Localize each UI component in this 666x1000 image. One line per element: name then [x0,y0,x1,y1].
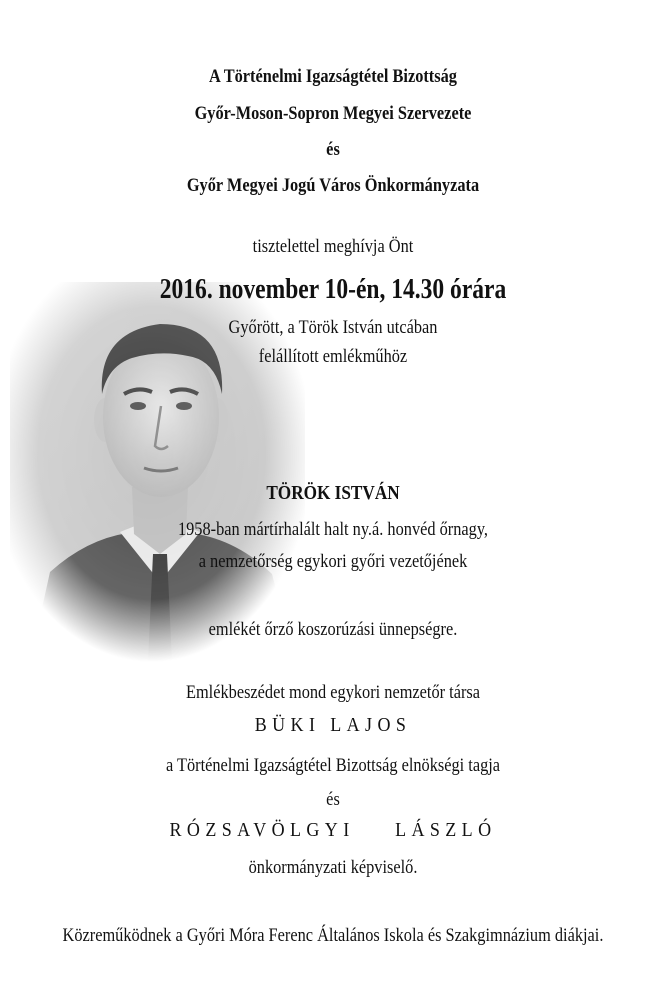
organizer-line-2: Győr-Moson-Sopron Megyei Szervezete [194,103,472,124]
event-location-line-2: felállított emlékműhöz [258,346,408,367]
portrait-photo [10,282,305,662]
invitation-intro: tisztelettel meghívja Önt [252,236,414,257]
event-datetime: 2016. november 10-én, 14.30 órára [159,274,507,305]
event-location-line-1: Győrött, a Török István utcában [228,317,438,338]
speaker-2-role: önkormányzati képviselő. [248,857,418,878]
footer-contributors: Közreműködnek a Győri Móra Ferenc Általános Iskola és Szakgimnázium diákjai. [62,925,604,946]
honoree-description-line-2: a nemzetőrség egykori győri vezetőjének [198,551,468,572]
speaker-2-name: RÓZSAVÖLGYI LÁSZLÓ [169,819,497,841]
event-purpose: emlékét őrző koszorúzási ünnepségre. [208,619,458,640]
organizer-line-3: Győr Megyei Jogú Város Önkormányzata [186,175,480,196]
organizer-line-1: A Történelmi Igazságtétel Bizottság [209,66,457,87]
honoree-description-line-1: 1958-ban mártírhalált halt ny.á. honvéd őrnagy, [177,519,489,540]
speaker-1-role: a Történelmi Igazságtétel Bizottság elnökségi tagja [165,755,501,776]
speaker-1-name: BÜKI LAJOS [254,714,412,736]
organizer-conjunction: és [326,139,340,160]
speaker-intro: Emlékbeszédet mond egykori nemzetőr társa [185,682,481,703]
speaker-conjunction: és [326,789,340,810]
honoree-name: TÖRÖK ISTVÁN [266,482,400,504]
